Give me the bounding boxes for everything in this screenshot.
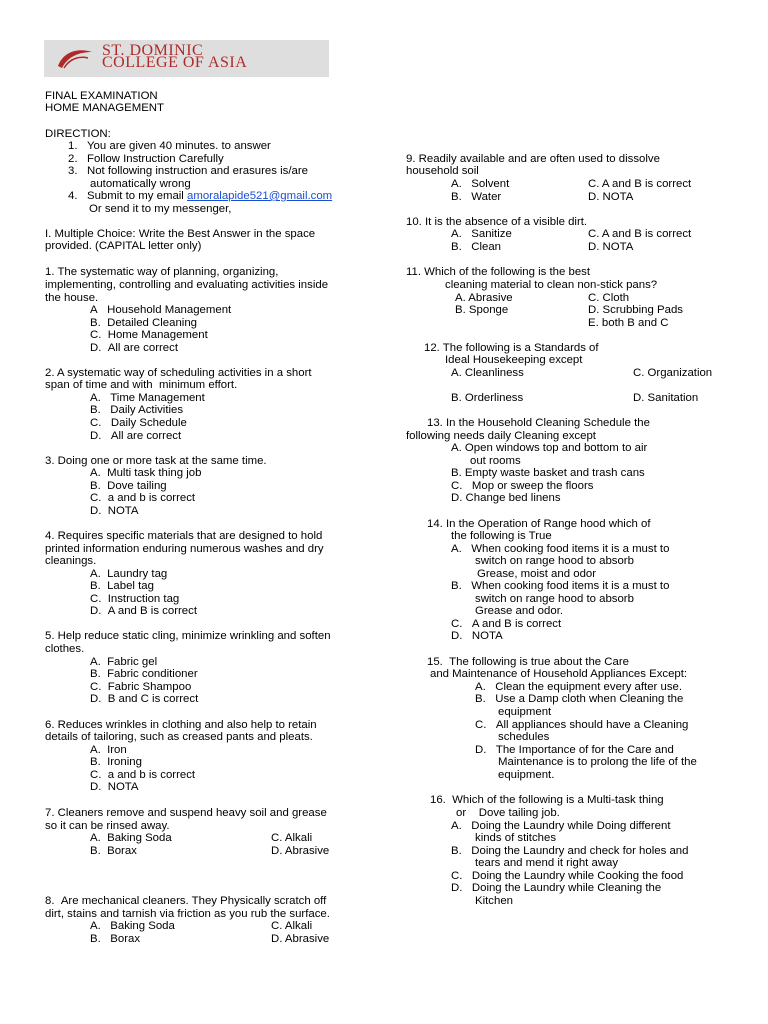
question-line: D. NOTA <box>588 241 634 253</box>
question-line: 8. Are mechanical cleaners. They Physically scratch off <box>45 895 327 907</box>
question-line: D. Doing the Laundry while Cleaning the <box>451 882 662 894</box>
question-line: E. both B and C <box>588 317 669 329</box>
question-line: B. Fabric conditioner <box>90 668 198 680</box>
question-line: A. When cooking food items it is a must to <box>451 543 670 555</box>
question-line: cleaning material to clean non-stick pans? <box>445 279 658 291</box>
question-line: D. Scrubbing Pads <box>588 304 683 316</box>
question-line: and Maintenance of Household Appliances Except: <box>430 668 688 680</box>
email-link[interactable]: amoralapide521@gmail.com <box>187 190 333 202</box>
question-line: B. Borax <box>90 933 141 945</box>
question-line: A. Baking Soda <box>90 920 175 932</box>
question-line: D. NOTA <box>90 781 139 793</box>
question-line: C. Alkali <box>271 920 313 932</box>
question-line: Grease, moist and odor <box>477 568 597 580</box>
question-line: A. Time Management <box>90 392 205 404</box>
question-line: out rooms <box>470 455 521 467</box>
question-line: C. a and b is correct <box>90 769 196 781</box>
question-line: B. Dove tailing <box>90 480 167 492</box>
question-line: D. All are correct <box>90 342 178 354</box>
question-line: 6. Reduces wrinkles in clothing and also help to retain <box>45 719 317 731</box>
question-line: C. Daily Schedule <box>90 417 187 429</box>
question-line: schedules <box>498 731 550 743</box>
question-line: cleanings. <box>45 555 97 567</box>
question-line: 7. Cleaners remove and suspend heavy soil and grease <box>45 807 327 819</box>
question-line: C. Organization <box>633 367 713 379</box>
question-line: 13. In the Household Cleaning Schedule the <box>427 417 650 429</box>
question-line: A. Sanitize <box>451 228 512 240</box>
question-line: A. Multi task thing job <box>90 467 202 479</box>
question-line: B. Daily Activities <box>90 404 184 416</box>
question-line: A. Cleanliness <box>451 367 524 379</box>
question-line: Maintenance is to prolong the life of the <box>498 756 697 768</box>
question-line: 16. Which of the following is a Multi-task thing <box>430 794 664 806</box>
question-line: 10. It is the absence of a visible dirt. <box>406 216 588 228</box>
question-line: B. Use a Damp cloth when Cleaning the <box>475 693 684 705</box>
question-line: Kitchen <box>475 895 513 907</box>
question-line: 5. Help reduce static cling, minimize wrinkling and soften <box>45 630 331 642</box>
direction-item: Or send it to my messenger, <box>89 203 232 215</box>
question-line: B. Empty waste basket and trash cans <box>451 467 645 479</box>
question-line: Grease and odor. <box>475 605 564 617</box>
question-line: tears and mend it right away <box>475 857 619 869</box>
section-instruction: I. Multiple Choice: Write the Best Answer in the space <box>45 228 316 240</box>
college-logo <box>44 40 329 77</box>
question-line: D. Sanitation <box>633 392 699 404</box>
question-line: following needs daily Cleaning except <box>406 430 596 442</box>
question-line: dirt, stains and tarnish via friction as you rub the surface. <box>45 908 330 920</box>
question-line: B. Detailed Cleaning <box>90 317 198 329</box>
question-line: D. A and B is correct <box>90 605 197 617</box>
question-line: D. B and C is correct <box>90 693 199 705</box>
question-line: C. Home Management <box>90 329 208 341</box>
question-line: D. NOTA <box>451 630 503 642</box>
question-line: B. Water <box>451 191 502 203</box>
question-line: so it can be rinsed away. <box>45 820 170 832</box>
question-line: kinds of stitches <box>475 832 557 844</box>
question-line: A. Doing the Laundry while Doing different <box>451 820 671 832</box>
question-line: 14. In the Operation of Range hood which of <box>427 518 651 530</box>
question-line: C. A and B is correct <box>588 178 692 190</box>
question-line: B. When cooking food items it is a must to <box>451 580 670 592</box>
section-instruction: provided. (CAPITAL letter only) <box>45 240 202 252</box>
question-line: B. Label tag <box>90 580 154 592</box>
logo-emblem-icon <box>54 46 94 72</box>
question-line: 4. Requires specific materials that are designed to hold <box>45 530 323 542</box>
logo-text <box>102 42 248 71</box>
question-line: A. Iron <box>90 744 127 756</box>
question-line: the house. <box>45 292 99 304</box>
logo-line-2: COLLEGE OF ASIA <box>102 54 248 71</box>
question-line: C. Instruction tag <box>90 593 180 605</box>
question-line: D. Abrasive <box>271 933 330 945</box>
question-line: C. a and b is correct <box>90 492 196 504</box>
question-line: D. NOTA <box>588 191 634 203</box>
direction-item-text: 4. Submit to my email <box>68 190 188 202</box>
question-line: 1. The systematic way of planning, organizing, <box>45 266 279 278</box>
question-line: 11. Which of the following is the best <box>406 266 591 278</box>
question-line: A. Solvent <box>451 178 510 190</box>
question-line: details of tailoring, such as creased pants and pleats. <box>45 731 313 743</box>
question-line: A. Abrasive <box>455 292 513 304</box>
question-line: 2. A systematic way of scheduling activities in a short <box>45 367 312 379</box>
question-line: A. Clean the equipment every after use. <box>475 681 683 693</box>
question-line: C. Cloth <box>588 292 630 304</box>
question-line: B. Ironing <box>90 756 142 768</box>
question-line: A. Fabric gel <box>90 656 158 668</box>
question-line: D. NOTA <box>90 505 139 517</box>
question-line: C. Fabric Shampoo <box>90 681 192 693</box>
question-line: C. Mop or sweep the floors <box>451 480 594 492</box>
question-line: B. Clean <box>451 241 502 253</box>
direction-item: 1. You are given 40 minutes. to answer <box>68 140 271 152</box>
direction-item-email <box>68 190 332 203</box>
question-line: B. Doing the Laundry and check for holes and <box>451 845 689 857</box>
question-line: C. A and B is correct <box>451 618 562 630</box>
directions-heading: DIRECTION: <box>45 128 111 140</box>
direction-item: automatically wrong <box>90 178 191 190</box>
question-line: switch on range hood to absorb <box>475 593 634 605</box>
question-line: 3. Doing one or more task at the same time. <box>45 455 267 467</box>
question-line: C. All appliances should have a Cleaning <box>475 719 689 731</box>
question-line: equipment. <box>498 769 555 781</box>
question-line: switch on range hood to absorb <box>475 555 634 567</box>
question-line: A. Laundry tag <box>90 568 168 580</box>
question-line: clothes. <box>45 643 85 655</box>
question-line: the following is True <box>451 530 552 542</box>
question-line: printed information enduring numerous washes and dry <box>45 543 324 555</box>
question-line: C. A and B is correct <box>588 228 692 240</box>
direction-item: 2. Follow Instruction Carefully <box>68 153 224 165</box>
question-line: D. The Importance of for the Care and <box>475 744 674 756</box>
question-line: or Dove tailing job. <box>456 807 560 819</box>
subject-title: HOME MANAGEMENT <box>45 102 164 114</box>
question-line: B. Orderliness <box>451 392 524 404</box>
logo-line-1: ST. DOMINIC <box>102 42 204 59</box>
question-line: implementing, controlling and evaluating activities inside <box>45 279 329 291</box>
question-line: A. Open windows top and bottom to air <box>451 442 648 454</box>
question-line: 12. The following is a Standards of <box>424 342 599 354</box>
question-line: A. Baking Soda <box>90 832 172 844</box>
question-line: D. Change bed linens <box>451 492 561 504</box>
direction-item: 3. Not following instruction and erasures is/are <box>68 165 308 177</box>
question-line: span of time and with minimum effort. <box>45 379 238 391</box>
question-line: B. Sponge <box>455 304 509 316</box>
question-line: equipment <box>498 706 552 718</box>
question-line: household soil <box>406 165 479 177</box>
question-line: 9. Readily available and are often used to dissolve <box>406 153 660 165</box>
exam-title: FINAL EXAMINATION <box>45 90 158 102</box>
question-line: 15. The following is true about the Care <box>427 656 629 668</box>
question-line: C. Doing the Laundry while Cooking the food <box>451 870 684 882</box>
question-line: A Household Management <box>90 304 232 316</box>
question-line: Ideal Housekeeping except <box>445 354 583 366</box>
question-line: B. Borax <box>90 845 137 857</box>
question-line: D. Abrasive <box>271 845 330 857</box>
question-line: D. All are correct <box>90 430 182 442</box>
question-line: C. Alkali <box>271 832 313 844</box>
